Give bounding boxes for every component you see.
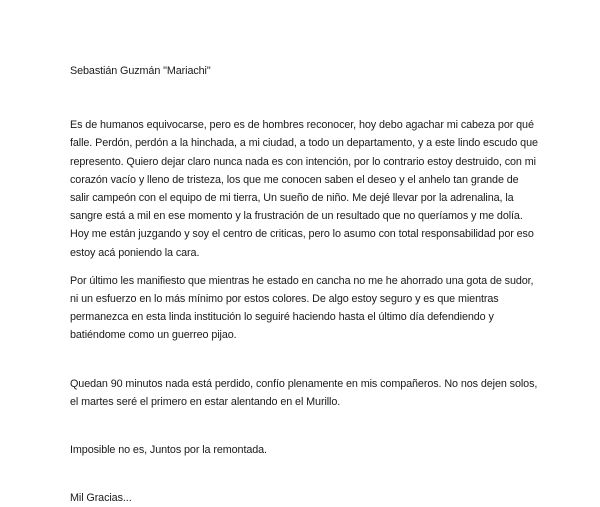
letter-body xyxy=(70,62,538,507)
letter-heading: Sebastián Guzmán "Mariachi" xyxy=(70,65,211,77)
paragraph-comeback: Imposible no es, Juntos por la remontada. xyxy=(70,444,267,457)
closing-thanks: Mil Gracias... xyxy=(70,492,132,505)
paragraph-commitment: Por último les manifiesto que mientras he estado en cancha no me he ahorrado una gota de sudor, ni un esfuerzo en lo más mínimo por estos colores. De algo estoy seguro y es que mientras permanezca en esta linda institución lo seguiré haciendo hasta el último día defendiendo y batiéndome como un guerreo pijao. xyxy=(70,274,534,342)
paragraph-match-hope: Quedan 90 minutos nada está perdido, confío plenamente en mis compañeros. No nos dejen solos, el martes seré el primero en estar alentando en el Murillo. xyxy=(70,377,538,408)
paragraph-apology: Es de humanos equivocarse, pero es de hombres reconocer, hoy debo agachar mi cabeza por qué falle. Perdón, perdón a la hinchada, a mi ciudad, a todo un departamento, y a este lindo escudo que represento. Quiero dejar claro nunca nada es con intención, por lo contrario estoy destruido, con mi corazón vacío y lleno de tristeza, los que me conocen saben el deseo y el anhelo tan grande de salir campeón con el equipo de mi tierra, Un sueño de niño. Me dejé llevar por la adrenalina, la sangre está a mil en ese momento y la frustración de un resultado que no queríamos y me dolía. Hoy me están juzgando y soy el centro de criticas, pero lo asumo con total responsabilidad por eso estoy acá poniendo la cara. xyxy=(70,119,538,259)
